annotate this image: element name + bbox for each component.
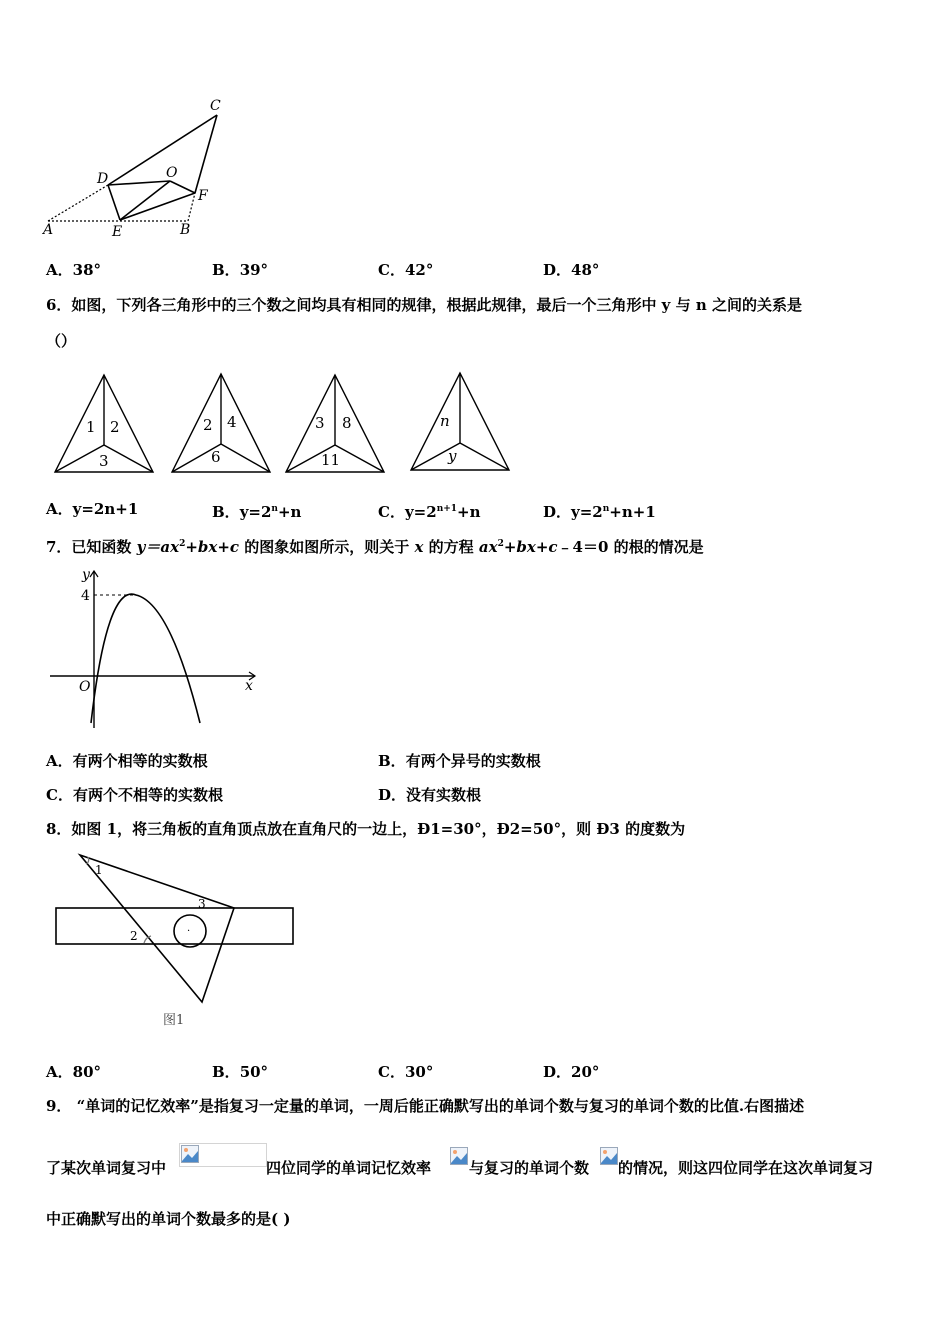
graph-label-x: x bbox=[245, 678, 253, 694]
segment-EF bbox=[120, 193, 195, 220]
segment-DE bbox=[108, 185, 120, 220]
tri2-right: 4 bbox=[227, 413, 237, 431]
q6-stem-line2: （） bbox=[46, 332, 77, 350]
label-E: E bbox=[112, 224, 123, 240]
label-F: F bbox=[198, 188, 208, 204]
q9-line2-b: 四位同学的单词记忆效率 bbox=[266, 1159, 432, 1177]
tri1-right: 2 bbox=[110, 418, 120, 436]
q6-option-c: C．$y=2^{n+1}+n$ bbox=[378, 503, 481, 521]
broken-image-icon-2 bbox=[450, 1147, 468, 1165]
q6-option-d: D．$y=2^n+n+1$ bbox=[543, 503, 656, 521]
q7-stem: 7．已知函数 $y=ax^2+bx+c$ 的图象如图所示，则关于 x 的方程 $ax^2+bx+c﹣4=0$ 的根的情况是 bbox=[46, 538, 704, 556]
q9-line3: 中正确默写出的单词个数最多的是( ) bbox=[46, 1210, 291, 1228]
q8-option-a: A．80° bbox=[46, 1063, 102, 1081]
q6-option-a: A．y=2n+1 bbox=[46, 500, 139, 518]
q8-ruler-triangle-figure bbox=[50, 850, 310, 1035]
q7-parabola-graph bbox=[45, 563, 265, 733]
q8-option-b: B．50° bbox=[212, 1063, 269, 1081]
broken-image-icon bbox=[181, 1145, 199, 1163]
q7-option-b: B．有两个异号的实数根 bbox=[378, 752, 541, 770]
broken-image-placeholder-1 bbox=[179, 1143, 267, 1167]
graph-label-y: y bbox=[82, 567, 90, 583]
segment-EO bbox=[120, 181, 170, 220]
broken-image-icon-3 bbox=[600, 1147, 618, 1165]
tri4-left: n bbox=[440, 412, 450, 430]
q5-option-d: D．48° bbox=[543, 261, 600, 279]
q7-option-d: D．没有实数根 bbox=[378, 786, 482, 804]
fig-label-1: 1 bbox=[95, 863, 103, 877]
graph-label-O: O bbox=[79, 679, 91, 695]
tri3-bottom: 11 bbox=[321, 451, 341, 469]
label-C: C bbox=[210, 98, 221, 114]
q9-line2-a: 了某次单词复习中 bbox=[46, 1159, 167, 1177]
label-A: A bbox=[43, 222, 54, 238]
tri1-left: 1 bbox=[86, 418, 96, 436]
q6-option-b: B．$y=2^n+n$ bbox=[212, 503, 302, 521]
q9-line2-c: 与复习的单词个数 bbox=[469, 1159, 590, 1177]
q6-stem-line1: 6．如图，下列各三角形中的三个数之间均具有相同的规律，根据此规律，最后一个三角形中 y 与 n 之间的关系是 bbox=[46, 296, 802, 314]
fig-label-2: 2 bbox=[130, 929, 138, 943]
set-square bbox=[80, 855, 234, 1002]
label-O: O bbox=[166, 165, 178, 181]
q8-option-c: C．30° bbox=[378, 1063, 434, 1081]
q9-line2-d: 的情况，则这四位同学在这次单词复习 bbox=[618, 1159, 874, 1177]
circle-center-dot: · bbox=[187, 926, 191, 937]
fig-label-3: 3 bbox=[198, 897, 206, 911]
q5-option-c: C．42° bbox=[378, 261, 434, 279]
label-B: B bbox=[180, 222, 191, 238]
q8-option-d: D．20° bbox=[543, 1063, 600, 1081]
segment-DO bbox=[108, 181, 170, 185]
tri4-bottom: y bbox=[448, 447, 457, 465]
q8-stem: 8．如图 1，将三角板的直角顶点放在直角尺的一边上，Ð1=30°，Ð2=50°，则 Ð3 的度数为 bbox=[46, 820, 686, 838]
dotted-BF bbox=[188, 193, 195, 221]
dotted-AD bbox=[48, 185, 108, 221]
graph-label-4: 4 bbox=[81, 588, 90, 604]
q5-geometry-figure bbox=[40, 95, 240, 245]
q5-option-b: B．39° bbox=[212, 261, 269, 279]
tri3-left: 3 bbox=[315, 414, 325, 432]
figure-caption: 图1 bbox=[163, 1013, 185, 1028]
tri2-bottom: 6 bbox=[211, 448, 221, 466]
parabola-curve bbox=[91, 594, 200, 723]
q9-line1: 9． “单词的记忆效率”是指复习一定量的单词，一周后能正确默写出的单词个数与复习的单词个数的比值.右图描述 bbox=[46, 1097, 805, 1115]
tri1-bottom: 3 bbox=[99, 452, 109, 470]
tri3-right: 8 bbox=[342, 414, 352, 432]
segment-OF bbox=[170, 181, 195, 193]
q6-triangles-figure bbox=[50, 370, 520, 480]
tri2-left: 2 bbox=[203, 416, 213, 434]
q7-option-c: C．有两个不相等的实数根 bbox=[46, 786, 223, 804]
q7-option-a: A．有两个相等的实数根 bbox=[46, 752, 208, 770]
q5-option-a: A．38° bbox=[46, 261, 102, 279]
label-D: D bbox=[97, 171, 109, 187]
